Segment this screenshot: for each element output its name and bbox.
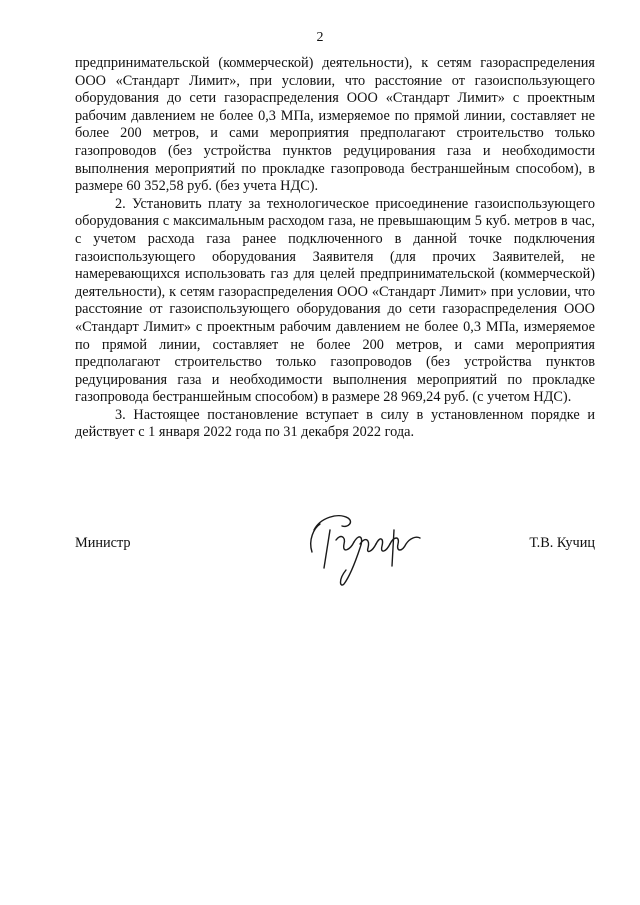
signatory-title: Министр [75,535,131,551]
paragraph-1-continuation: предпринимательской (коммерческой) деятельности), к сетям газораспределения ООО «Стандарт Лимит», при условии, что расстояние от газоиспользующего оборудования до сети газораспределения ООО «Стандарт Лимит» с проектным рабочим давлением не более 0,3 МПа, измеряемое по прямой линии, составляет не более 200 метров, и сами мероприятия предполагают строительство только газопроводов (без устройства пунктов редуцирования газа и необходимости выполнения мероприятий по прокладке газопровода бестраншейным способом), в размере 60 352,58 руб. (без учета НДС). [75,55,595,195]
signatory-name: Т.В. Кучиц [529,535,595,551]
page-number: 2 [316,30,324,45]
document-body [75,55,595,442]
handwritten-signature [290,500,440,590]
paragraph-3-effective-date: 3. Настоящее постановление вступает в силу в установленном порядке и действует с 1 января 2022 года по 31 декабря 2022 года. [75,406,595,441]
paragraph-2-fee-clause: 2. Установить плату за технологическое присоединение газоиспользующего оборудования с максимальным расходом газа, не превышающим 5 куб. метров в час, с учетом расхода газа ранее подключенного в данной точке подключения газоиспользующего оборудования Заявителя (для прочих Заявителей, не намеревающихся использовать газ для целей предпринимательской (коммерческой) деятельности), к сетям газораспределения ООО «Стандарт Лимит» при условии, что расстояние от газоиспользующего оборудования до сети газораспределения ООО «Стандарт Лимит» с проектным рабочим давлением не более 0,3 МПа, измеряемое по прямой линии, составляет не более 200 метров, и сами мероприятия предполагают строительство только газопроводов (без устройства пунктов редуцирования газа и необходимости выполнения мероприятий по прокладке газопровода бестраншейным способом) в размере 28 969,24 руб. (с учетом НДС). [75,195,595,406]
